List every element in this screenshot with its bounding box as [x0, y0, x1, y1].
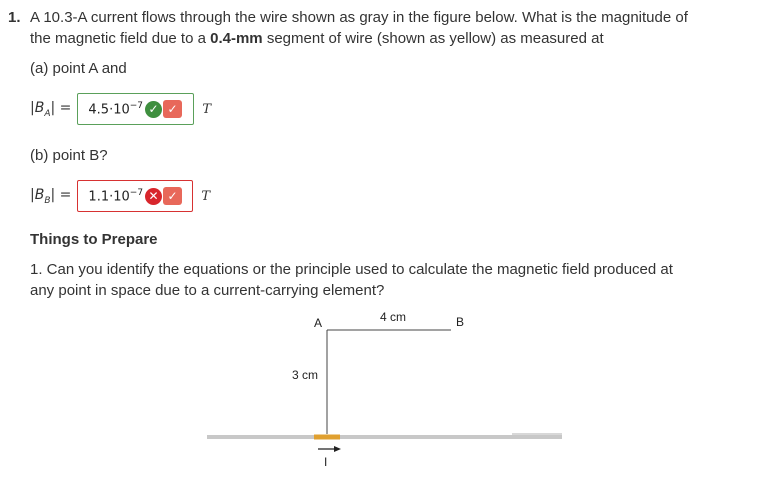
current-label: I [324, 455, 328, 469]
check-icon: ✓ [145, 101, 162, 118]
vertical-dimension-label: 3 cm [292, 368, 319, 382]
part-a-lhs: $|B_A|$ = [30, 99, 72, 119]
point-a-label: A [314, 316, 323, 330]
question-text-line1: A 10.3-A current flows through the wire shown as gray in the figure below. What is the magnitude of [30, 9, 688, 26]
answer-mantissa: 4.5·10 [88, 102, 130, 118]
equals-sign: | = [50, 186, 72, 203]
prepare-item-line2: any point in space due to a current-carrying element? [30, 282, 385, 299]
prepare-title: Things to Prepare [30, 231, 158, 248]
point-b-label: B [456, 315, 465, 329]
segment-length: 0.4-mm [210, 30, 263, 47]
answer-exponent: −7 [129, 187, 144, 198]
field-subscript: B [44, 195, 51, 206]
horizontal-dimension-label: 4 cm [380, 310, 407, 324]
arrowhead-icon [334, 446, 341, 452]
field-subscript: A [44, 108, 51, 119]
x-icon: ✕ [145, 188, 162, 205]
part-b-lhs: $|B_B|$ = [30, 186, 72, 206]
part-b-unit: T [201, 188, 211, 204]
part-a-label: (a) point A and [30, 60, 127, 77]
question-number: 1. [8, 9, 21, 26]
edit-check-icon[interactable]: ✓ [163, 187, 182, 205]
field-symbol: B [34, 186, 45, 203]
part-a-unit: T [202, 101, 212, 117]
answer-exponent: −7 [129, 100, 144, 111]
edit-check-icon[interactable]: ✓ [163, 100, 182, 118]
equals-sign: | = [50, 99, 72, 116]
prepare-item-line1: 1. Can you identify the equations or the principle used to calculate the magnetic field produced at [30, 261, 673, 278]
question-text-part: the magnetic field due to a [30, 30, 211, 47]
question-text-part: segment of wire (shown as yellow) as measured at [262, 30, 604, 47]
field-symbol: B [34, 99, 45, 116]
answer-mantissa: 1.1·10 [88, 189, 130, 205]
part-b-label: (b) point B? [30, 147, 108, 164]
